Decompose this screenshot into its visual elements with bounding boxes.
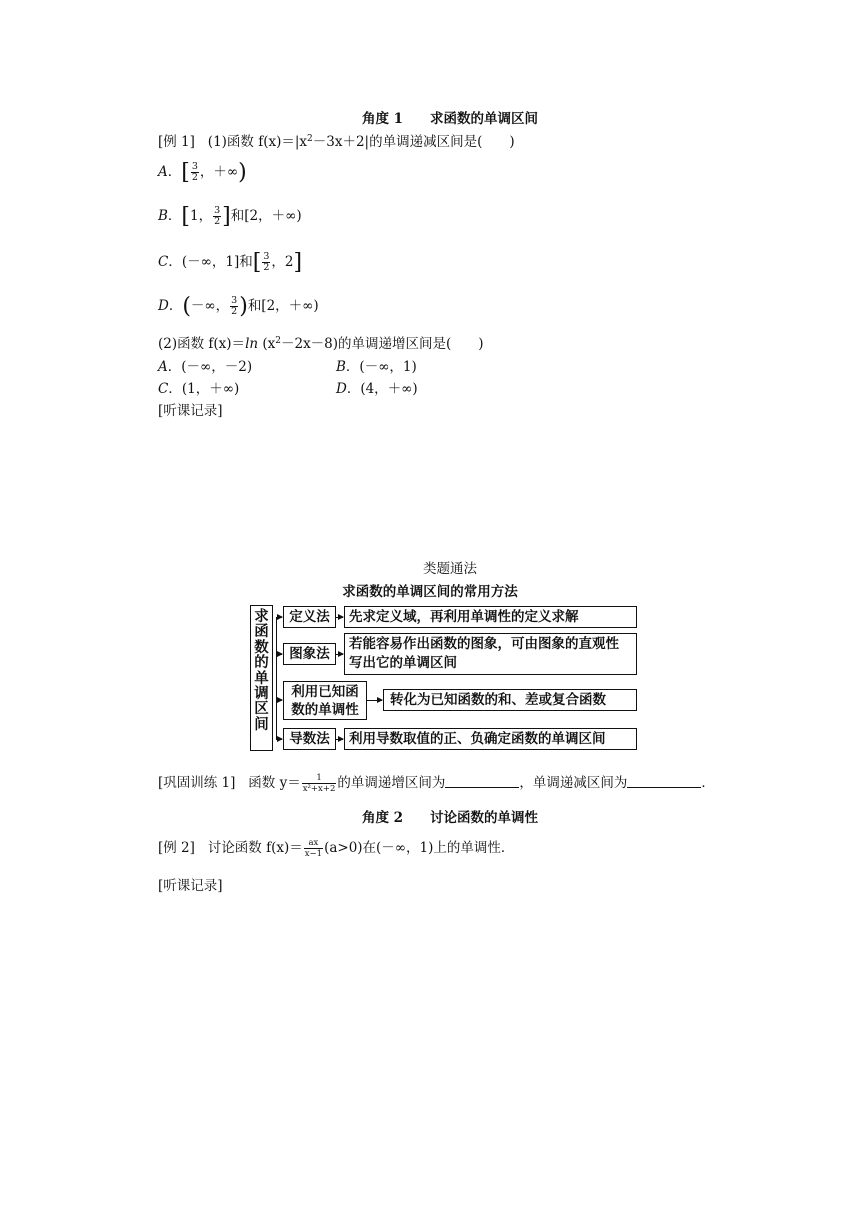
desc-box: 利用导数取值的正、负确定函数的单调区间: [344, 728, 637, 750]
method-box: 导数法: [283, 728, 336, 750]
diagram-connector: [276, 617, 277, 739]
method-title: 求函数的单调区间的常用方法: [342, 584, 518, 600]
desc-box: 若能容易作出函数的图象，可由图象的直观性写出它的单调区间: [344, 633, 637, 675]
q2-option-c: C．(1，＋∞): [158, 381, 240, 397]
practice1-label: [巩固训练 1]: [158, 775, 236, 791]
arrow: [276, 617, 282, 618]
answer-blank[interactable]: [627, 775, 701, 788]
arrow: [276, 654, 282, 655]
option-d: D．(－∞， $\frac{3}{2}$ )和[2，＋∞): [158, 294, 319, 319]
arrow: [336, 654, 343, 655]
lecture-notes-2: [听课记录]: [158, 878, 223, 894]
answer-blank[interactable]: [445, 775, 519, 788]
q2-option-b: B．(－∞，1): [336, 359, 417, 375]
arrow: [367, 700, 382, 701]
option-c: C．(－∞，1]和[ $\frac{3}{2}$ ，2]: [158, 250, 303, 275]
arrow: [336, 617, 343, 618]
desc-box: 转化为已知函数的和、差或复合函数: [383, 689, 637, 711]
method-heading: 类题通法: [423, 561, 477, 577]
q2-option-a: A．(－∞，－2): [158, 359, 253, 375]
example1-question2: (2)函数 f(x)＝ln $(x^2-2x-8)$的单调递增区间是( ): [158, 336, 484, 352]
q2-option-d: D．(4，＋∞): [336, 381, 418, 397]
practice1: [巩固训练 1] 函数 y＝ $\frac{1}{\text{x²+x+2}}$ 的单调递增区间为 ，单调递减区间为 ．: [158, 773, 715, 794]
arrow: [276, 700, 282, 701]
option-a: A．[ $\frac{3}{2}$ ，＋∞): [158, 160, 247, 185]
lecture-notes-1: [听课记录]: [158, 403, 223, 419]
example1-label: [例 1]: [158, 134, 195, 150]
desc-box: 先求定义域，再利用单调性的定义求解: [344, 606, 637, 628]
arrow: [336, 739, 343, 740]
example2: [例 2] 讨论函数 f(x)＝ $\frac{ax}{x-1}$ (a>0)在(－∞，1)上的单调性．: [158, 838, 515, 859]
method-box: 图象法: [283, 643, 336, 665]
method-box: 利用已知函数的单调性: [283, 681, 367, 720]
example2-label: [例 2]: [158, 840, 195, 856]
section-title-1: 角度 1 求函数的单调区间: [361, 111, 539, 127]
method-box: 定义法: [283, 606, 336, 628]
diagram-root: 求函数的单调区间: [250, 605, 273, 751]
arrow: [276, 739, 282, 740]
option-b: B．[1， $\frac{3}{2}$ ]和[2，＋∞): [158, 204, 302, 229]
section-title-2: 角度 2 讨论函数的单调性: [361, 810, 539, 826]
example1-question1: [例 1] (1)函数 $f(x)=|x^2-3x+2|$的单调递减区间是( ): [158, 134, 515, 150]
